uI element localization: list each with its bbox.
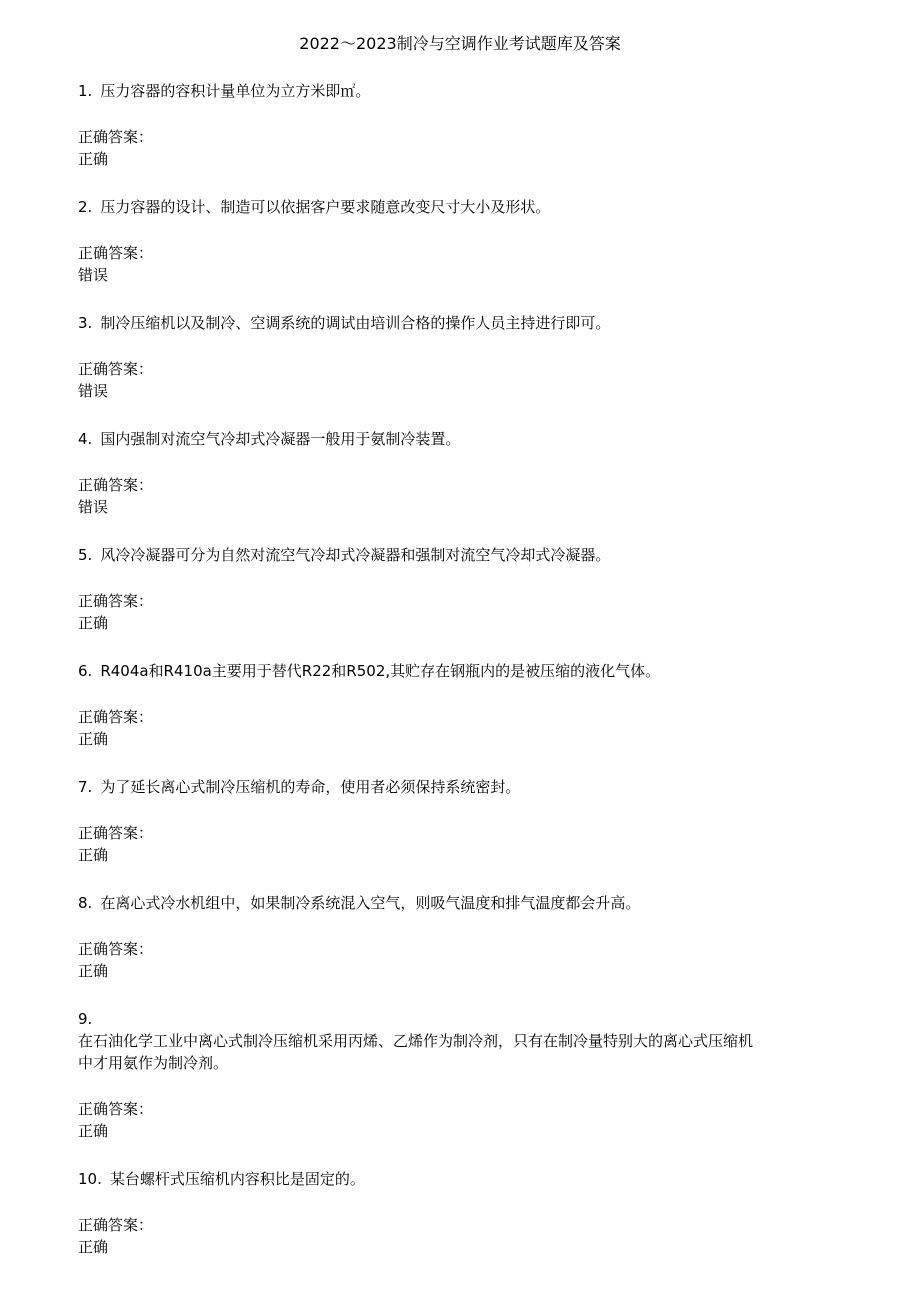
question-text: 压力容器的设计、制造可以依据客户要求随意改变尺寸大小及形状。: [100, 198, 551, 216]
question-8: [78, 892, 853, 982]
answer-value: 正确: [78, 150, 109, 168]
answer-label: 正确答案：: [78, 592, 154, 610]
question-7: [78, 776, 853, 866]
question-number: 6.: [78, 662, 93, 680]
question-text-line-2: 中才用氨作为制冷剂。: [78, 1054, 229, 1072]
question-text: 国内强制对流空气冷却式冷凝器一般用于氨制冷装置。: [100, 430, 461, 448]
question-number: 2.: [78, 198, 93, 216]
answer-value: 正确: [78, 1122, 109, 1140]
question-5: [78, 544, 853, 634]
answer-value: 正确: [78, 614, 109, 632]
answer-value: 正确: [78, 846, 109, 864]
question-text-line-1: 在石油化学工业中离心式制冷压缩机采用丙烯、乙烯作为制冷剂，只有在制冷量特别大的离心式压缩机: [78, 1032, 754, 1050]
question-text: 风冷冷凝器可分为自然对流空气冷却式冷凝器和强制对流空气冷却式冷凝器。: [100, 546, 611, 564]
answer-value: 正确: [78, 962, 109, 980]
question-text: 某台螺杆式压缩机内容积比是固定的。: [109, 1170, 365, 1188]
answer-label: 正确答案：: [78, 708, 154, 726]
question-text: R404a和R410a主要用于替代R22和R502,其贮存在钢瓶内的是被压缩的液化气体。: [100, 662, 661, 680]
question-number: 10.: [78, 1170, 102, 1188]
question-number: 7.: [78, 778, 93, 796]
question-number: 1.: [78, 82, 93, 100]
answer-label: 正确答案：: [78, 1100, 154, 1118]
question-number: 4.: [78, 430, 93, 448]
question-10: [78, 1168, 853, 1258]
answer-value: 错误: [78, 382, 109, 400]
question-text: 压力容器的容积计量单位为立方米即㎡。: [100, 82, 371, 100]
document-title: 2022～2023制冷与空调作业考试题库及答案: [299, 34, 621, 53]
answer-value: 正确: [78, 730, 109, 748]
question-9: [78, 1008, 853, 1142]
answer-label: 正确答案：: [78, 1216, 154, 1234]
question-text: 为了延长离心式制冷压缩机的寿命，使用者必须保持系统密封。: [100, 778, 521, 796]
question-text: 在离心式冷水机组中，如果制冷系统混入空气，则吸气温度和排气温度都会升高。: [100, 894, 641, 912]
question-number: 8.: [78, 894, 93, 912]
question-3: [78, 312, 853, 402]
answer-value: 正确: [78, 1238, 109, 1256]
question-text: 制冷压缩机以及制冷、空调系统的调试由培训合格的操作人员主持进行即可。: [100, 314, 611, 332]
answer-value: 错误: [78, 266, 109, 284]
answer-label: 正确答案：: [78, 244, 154, 262]
question-6: [78, 660, 853, 750]
answer-value: 错误: [78, 498, 109, 516]
answer-label: 正确答案：: [78, 128, 154, 146]
question-list: [78, 80, 853, 1258]
question-number: 5.: [78, 546, 93, 564]
answer-label: 正确答案：: [78, 360, 154, 378]
question-2: [78, 196, 853, 286]
question-number: 9.: [78, 1010, 93, 1028]
answer-label: 正确答案：: [78, 476, 154, 494]
question-1: [78, 80, 853, 170]
answer-label: 正确答案：: [78, 824, 154, 842]
question-number: 3.: [78, 314, 93, 332]
answer-label: 正确答案：: [78, 940, 154, 958]
question-4: [78, 428, 853, 518]
